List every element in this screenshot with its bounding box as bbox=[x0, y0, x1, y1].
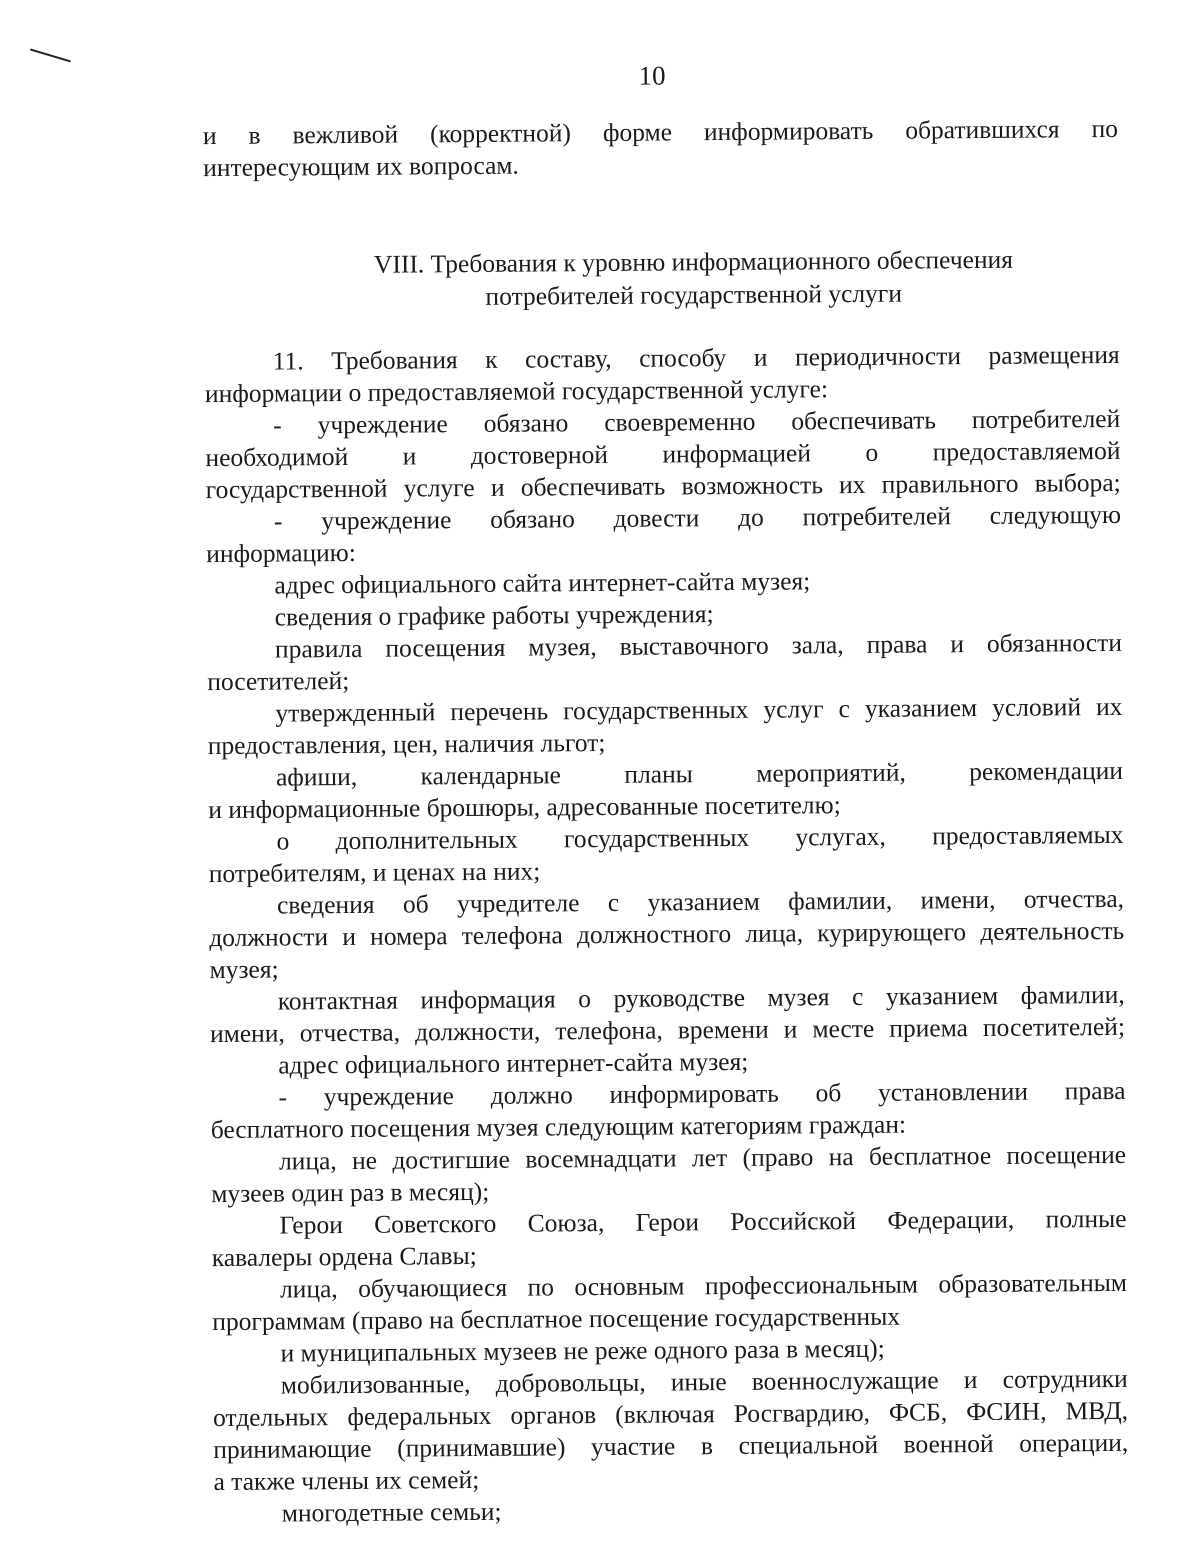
intro-line-2: интересующим их вопросам. bbox=[203, 150, 519, 183]
body-text bbox=[205, 339, 1129, 1530]
section-heading bbox=[0, 240, 1200, 317]
page-number: 10 bbox=[638, 60, 666, 91]
text-line: музея; bbox=[209, 954, 279, 985]
text-line: правила посещения музея, выставочного зала, права и обязанности bbox=[274, 627, 1123, 664]
text-line: должности и номера телефона должностного лица, курирующего деятельность bbox=[209, 915, 1125, 953]
text-line: Герои Советского Союза, Герои Российской Федерации, полные bbox=[279, 1203, 1127, 1240]
text-line: необходимой и достоверной информацией о предоставляемой bbox=[205, 435, 1121, 473]
text-line: а также члены их семей; bbox=[213, 1464, 480, 1497]
text-line: 11. Требования к составу, способу и периодичности размещения bbox=[272, 339, 1120, 376]
text-line: отдельных федеральных органов (включая Росгвардию, ФСБ, ФСИН, МВД, bbox=[212, 1395, 1129, 1433]
section-title-line-1: VIII. Требования к уровню информационного обеспечения bbox=[373, 244, 1014, 279]
text-line: - учреждение обязано своевременно обеспечивать потребителей bbox=[273, 403, 1121, 440]
text-line: лица, не достигшие восемнадцати лет (право на бесплатное посещение bbox=[278, 1139, 1127, 1176]
intro-paragraph bbox=[203, 113, 1118, 184]
text-line: лица, обучающиеся по основным профессиональным образовательным bbox=[279, 1267, 1128, 1304]
text-line: кавалеры ордена Славы; bbox=[211, 1240, 477, 1273]
text-line: информации о предоставляемой государственной услуге: bbox=[204, 374, 829, 409]
text-line: и информационные брошюры, адресованные посетителю; bbox=[208, 790, 841, 825]
intro-line-1: и в вежливой (корректной) форме информировать обратившихся по bbox=[202, 113, 1119, 151]
text-line: утвержденный перечень государственных услуг с указанием условий их bbox=[275, 691, 1123, 728]
text-line: мобилизованные, добровольцы, иные военнослужащие и сотрудники bbox=[280, 1363, 1128, 1400]
text-line: музеев один раз в месяц); bbox=[211, 1176, 490, 1209]
text-line: бесплатного посещения музея следующим категориям граждан: bbox=[210, 1109, 907, 1145]
text-line: потребителям, и ценах на них; bbox=[208, 856, 541, 889]
text-line: сведения о графике работы учреждения; bbox=[274, 599, 714, 632]
text-line: афиши, календарные планы мероприятий, рекомендации bbox=[275, 755, 1124, 792]
text-line: принимающие (принимавшие) участие в специальной военной операции, bbox=[213, 1427, 1129, 1465]
text-line: сведения об учредителе с указанием фамилии, имени, отчества, bbox=[276, 883, 1125, 920]
text-line: информацию: bbox=[206, 537, 356, 569]
text-line: контактная информация о руководстве музея с указанием фамилии, bbox=[277, 979, 1125, 1016]
section-title-line-2: потребителей государственной услуги bbox=[485, 278, 903, 311]
text-line: адрес официального сайта интернет-сайта музея; bbox=[274, 566, 811, 600]
text-line: адрес официального интернет-сайта музея; bbox=[278, 1046, 749, 1080]
text-line: - учреждение обязано довести до потребителей следующую bbox=[273, 499, 1122, 536]
text-line: - учреждение должно информировать об установлении права bbox=[278, 1075, 1126, 1112]
text-line: многодетные семьи; bbox=[281, 1496, 502, 1528]
scan-mark bbox=[30, 48, 71, 62]
text-line: государственной услуге и обеспечивать возможность их правильного выбора; bbox=[205, 467, 1121, 505]
text-line: имени, отчества, должности, телефона, времени и месте приема посетителей; bbox=[209, 1011, 1126, 1049]
text-line: предоставления, цен, наличия льгот; bbox=[207, 727, 606, 761]
text-line: программам (право на бесплатное посещение государственных bbox=[212, 1301, 901, 1337]
text-line: о дополнительных государственных услугах, предоставляемых bbox=[276, 819, 1124, 856]
text-line: посетителей; bbox=[207, 665, 350, 697]
text-line: и муниципальных музеев не реже одного раза в месяц); bbox=[280, 1333, 885, 1368]
